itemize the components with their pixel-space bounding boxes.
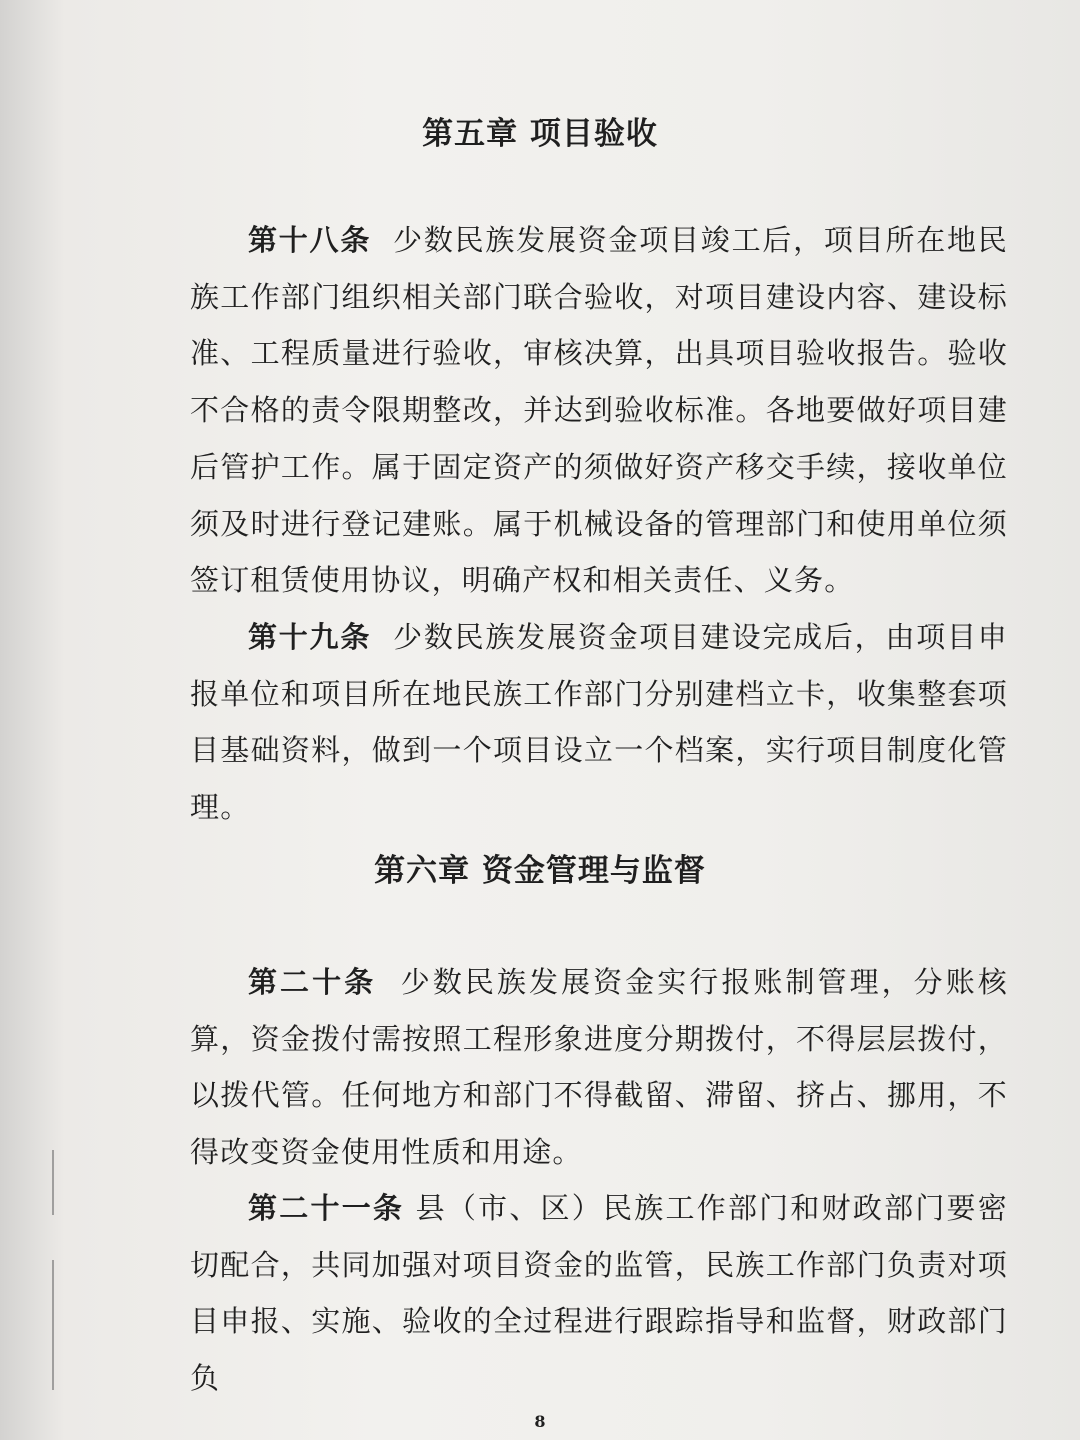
binding-mark	[52, 1260, 54, 1390]
chapter-title-five: 第五章 项目验收	[422, 116, 658, 152]
article-21	[190, 1180, 1008, 1407]
page-number: 8	[534, 1412, 546, 1431]
article-18	[190, 212, 1008, 609]
article-18-text: 少数民族发展资金项目竣工后，项目所在地民族工作部门组织相关部门联合验收，对项目建设内容、建设标准、工程质量进行验收，审核决算，出具项目验收报告。验收不合格的责令限期整改，并达到验收标准。各地要做好项目建后管护工作。属于固定资产的须做好资产移交手续，接收单位须及时进行登记建账。属于机械设备的管理部门和使用单位须签订租赁使用协议，明确产权和相关责任、义务。	[190, 223, 1008, 598]
article-19-text: 少数民族发展资金项目建设完成后，由项目申报单位和项目所在地民族工作部门分别建档立卡，收集整套项目基础资料，做到一个项目设立一个档案，实行项目制度化管理。	[190, 620, 1008, 825]
article-20-text: 少数民族发展资金实行报账制管理，分账核算，资金拨付需按照工程形象进度分期拨付，不得层层拨付，以拨代管。任何地方和部门不得截留、滞留、挤占、挪用，不得改变资金使用性质和用途。	[190, 965, 1008, 1170]
article-18-label: 第十八条	[248, 223, 372, 257]
article-19	[190, 609, 1008, 836]
article-19-label: 第十九条	[248, 620, 372, 654]
article-21-label: 第二十一条	[248, 1191, 405, 1225]
article-20	[190, 954, 1008, 1181]
article-21-text: 县（市、区）民族工作部门和财政部门要密切配合，共同加强对项目资金的监管，民族工作部门负责对项目申报、实施、验收的全过程进行跟踪指导和监督，财政部门负	[190, 1191, 1008, 1396]
binding-mark	[52, 1150, 54, 1215]
article-20-label: 第二十条	[248, 965, 377, 999]
chapter-title-six: 第六章 资金管理与监督	[374, 853, 706, 889]
